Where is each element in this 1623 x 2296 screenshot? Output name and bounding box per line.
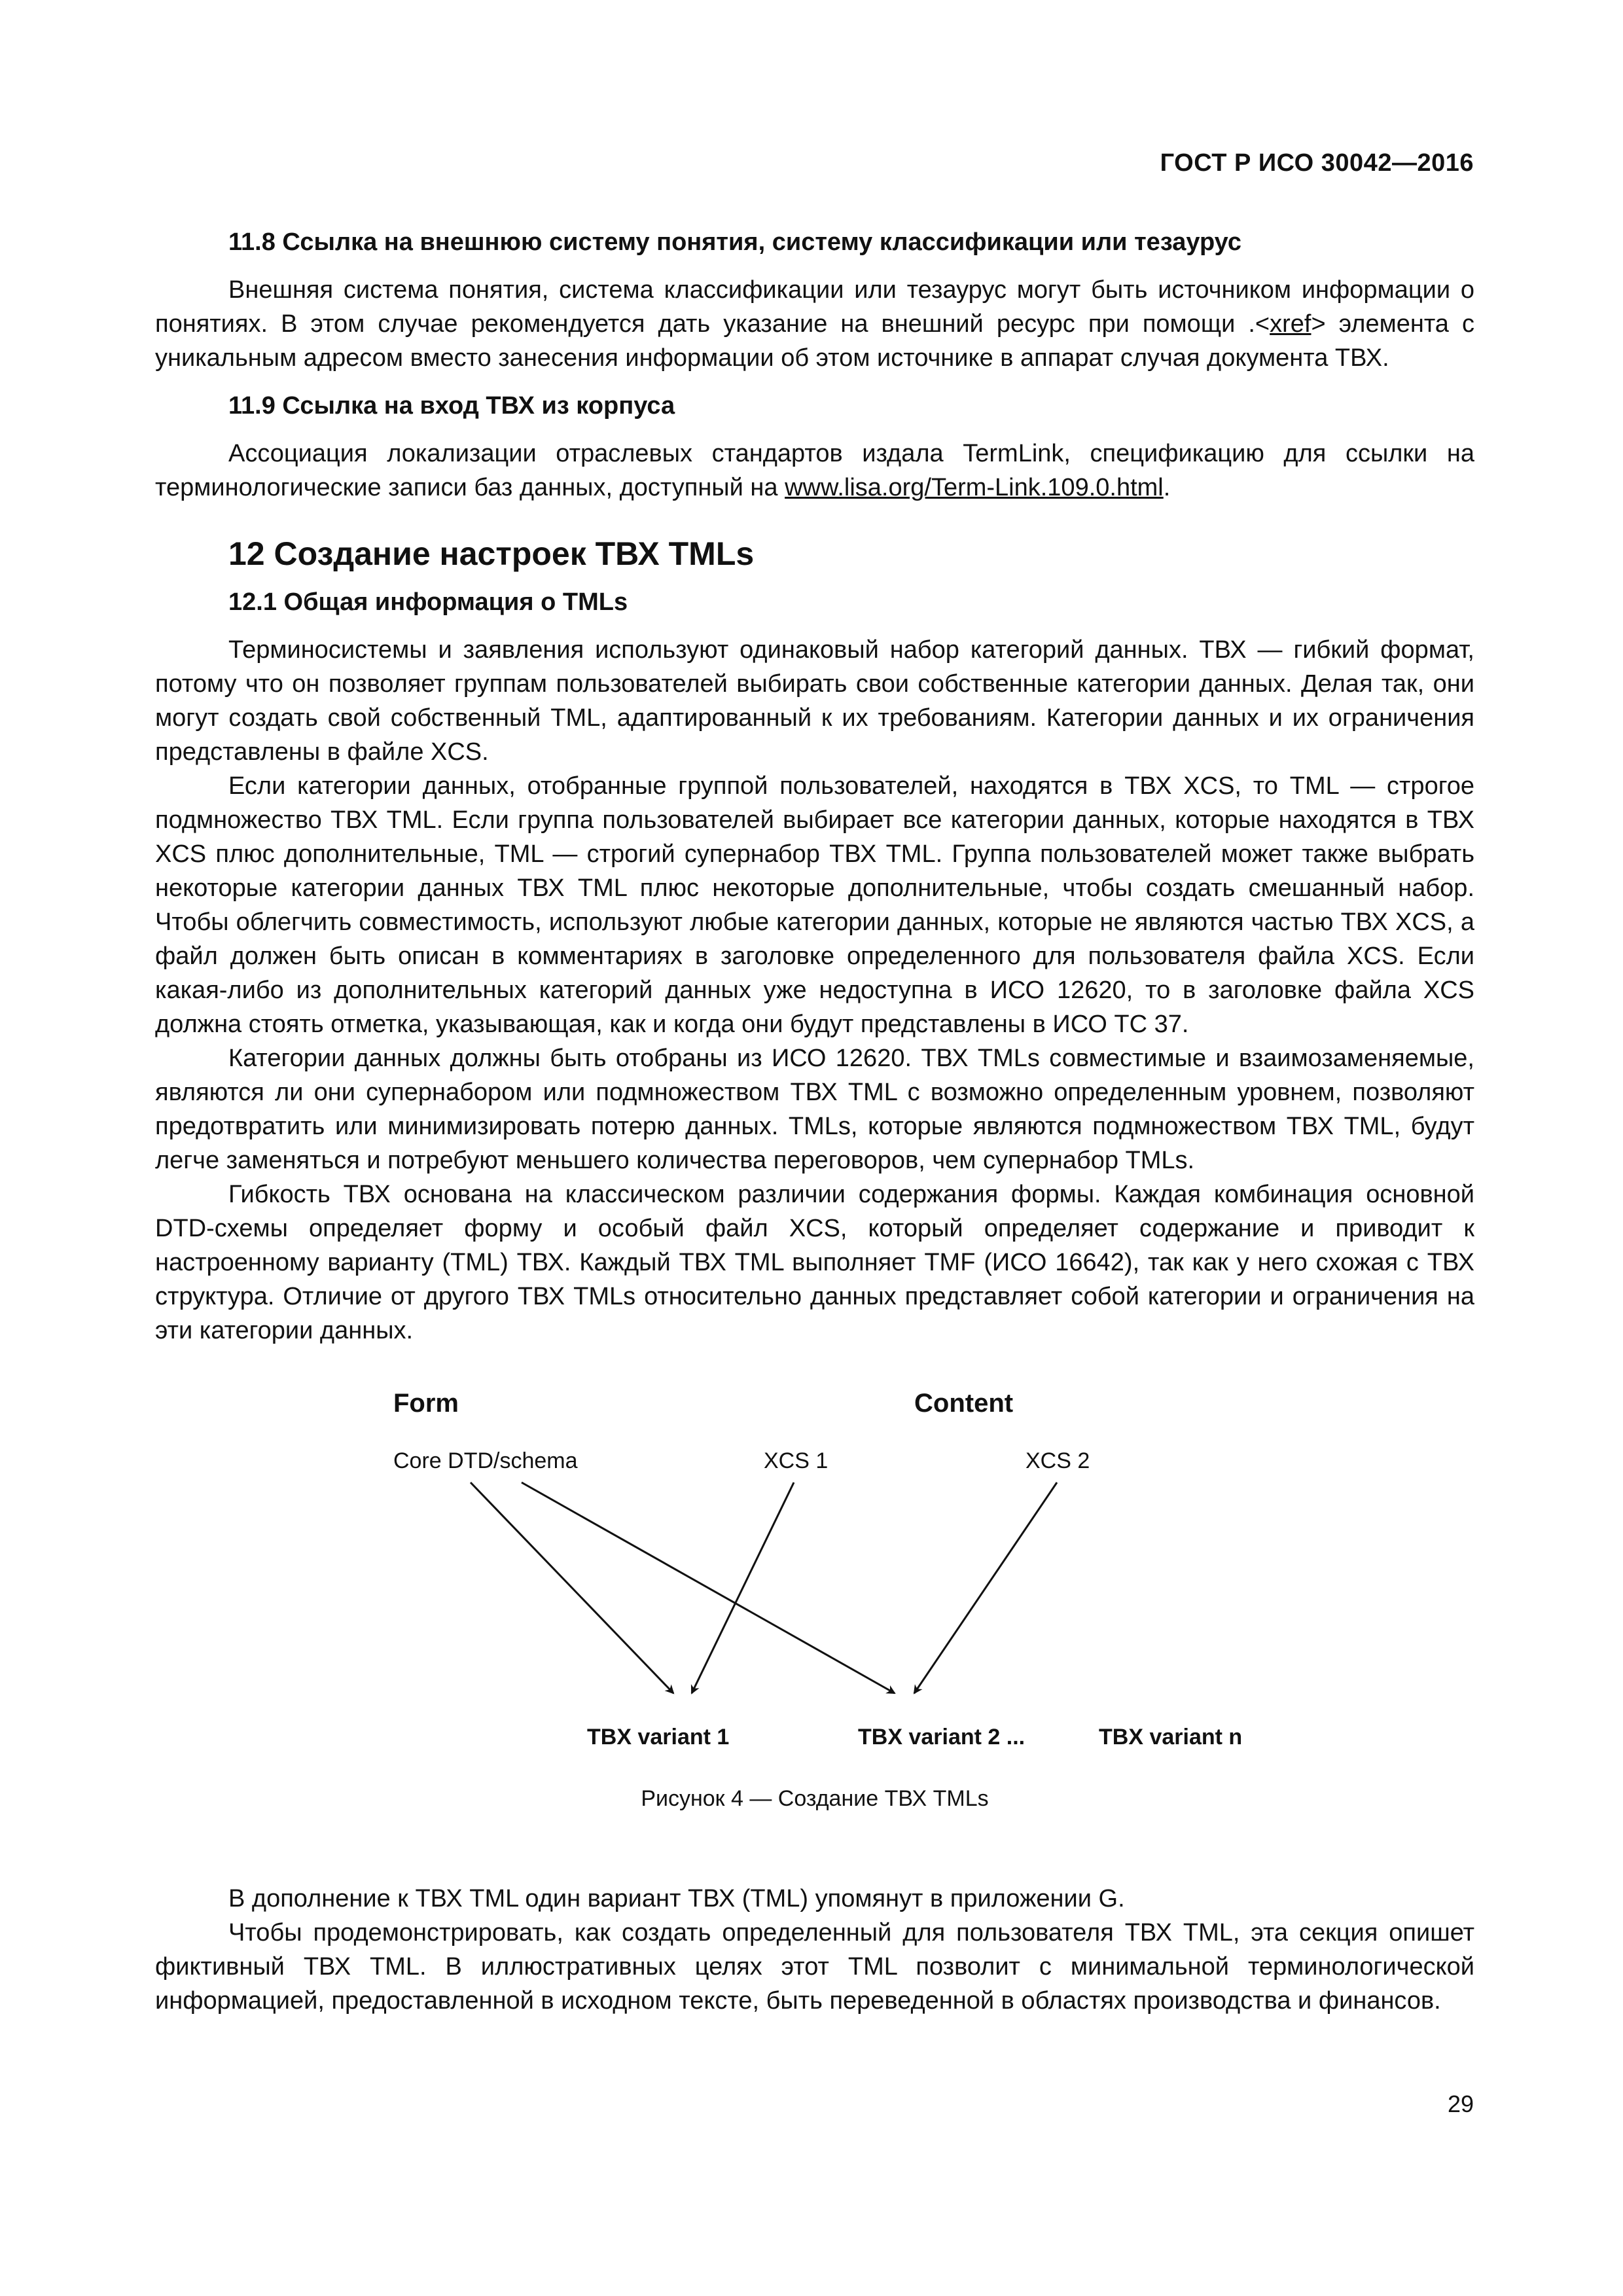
section-12-1-paragraph-3: Категории данных должны быть отобраны из ИСО 12620. ТВХ TMLs совместимые и взаимозаменяемые, являются ли они супернабором или подмножеством ТВХ TML с возможно определенным уровнем, позволяют предотвратить или минимизировать потерю данных. TMLs, которые являются подмножеством ТВХ TML, будут легче заменяться и потребуют меньшего количества переговоров, чем супернабор TMLs. <box>155 1045 1474 1174</box>
section-11-8-title: 11.8 Ссылка на внешнюю систему понятия, систему классификации или тезаурус <box>228 228 1241 256</box>
text-span: > элемента с уникальным адресом вместо занесения информации об этом источнике в аппарат случая документа ТВХ. <box>155 310 1474 372</box>
document-header-id: ГОСТ Р ИСО 30042—2016 <box>1160 149 1474 177</box>
figure-4 <box>155 1371 1474 1856</box>
figure-node-variant1: TBX variant 1 <box>587 1725 730 1749</box>
figure-node-xcs2: XCS 2 <box>1026 1448 1090 1473</box>
text-span: Внешняя система понятия, система классификации или тезаурус могут быть источником информации о понятиях. В этом случае рекомендуется дать указание на внешний ресурс при помощи .< <box>155 276 1474 338</box>
section-12-1-paragraph-2: Если категории данных, отобранные группой пользователей, находятся в ТВХ XCS, то TML — строгое подмножество ТВХ TML. Если группа пользователей выбирает все категории данных, которые находятся в ТВХ XCS плюс дополнительные, TML — строгий супернабор ТВХ TML. Группа пользователей может также выбрать некоторые категории данных ТВХ TML плюс некоторые дополнительные, чтобы создать смешанный набор. Чтобы облегчить совместимость, используют любые категории данных, которые не являются частью ТВХ XCS, а файл должен быть описан в комментариях в заголовке определенного для пользователя файла XCS. Если какая-либо из дополнительных категорий данных уже недоступна в ИСО 12620, то в заголовке файла XCS должна стоять отметка, указывающая, как и когда они будут представлены в ИСО ТС 37. <box>155 772 1474 1038</box>
figure-caption: Рисунок 4 — Создание ТВХ TMLs <box>641 1786 989 1811</box>
page-number: 29 <box>1447 2090 1474 2117</box>
page-content <box>155 226 1474 2018</box>
figure-label-content: Content <box>914 1389 1014 1418</box>
figure-node-variantn: TBX variant n <box>1099 1725 1243 1749</box>
section-11-9-title: 11.9 Ссылка на вход ТВХ из корпуса <box>228 392 675 420</box>
section-11-8-paragraph <box>155 273 1474 375</box>
figure-label-form: Form <box>393 1389 459 1418</box>
section-12-title: 12 Создание настроек ТВХ TMLs <box>228 535 755 572</box>
section-11-9-paragraph <box>155 437 1474 505</box>
figure-arrow-core-to-variant1 <box>471 1482 673 1693</box>
lisa-url-link[interactable]: www.lisa.org/Term-Link.109.0.html <box>785 474 1164 501</box>
figure-node-variant2: TBX variant 2 ... <box>858 1725 1026 1749</box>
text-span: . <box>1163 474 1171 501</box>
xref-link[interactable]: xref <box>1270 310 1311 338</box>
figure-4-diagram <box>155 1371 1474 1856</box>
section-12-1-paragraph-4: Гибкость ТВХ основана на классическом различии содержания формы. Каждая комбинация основной DTD-схемы определяет форму и особый файл XCS, который определяет содержание и приводит к настроенному варианту (TML) ТВХ. Каждый ТВХ TML выполняет TMF (ИСО 16642), так как у него схожая с ТВХ структура. Отличие от другого ТВХ TMLs относительно данных представляет собой категории и ограничения на эти категории данных. <box>155 1181 1474 1344</box>
figure-node-core-dtd: Core DTD/schema <box>393 1448 578 1473</box>
section-12-1-title: 12.1 Общая информация о TMLs <box>228 588 628 616</box>
figure-node-xcs1: XCS 1 <box>764 1448 829 1473</box>
after-figure-paragraph-1: В дополнение к ТВХ TML один вариант ТВХ (TML) упомянут в приложении G. <box>228 1885 1125 1912</box>
figure-arrow-xcs2-to-variant2 <box>914 1482 1057 1693</box>
after-figure-paragraph-2: Чтобы продемонстрировать, как создать определенный для пользователя ТВХ TML, эта секция опишет фиктивный ТВХ TML. В иллюстративных целях этот TML позволит с минимальной терминологической информацией, предоставленной в исходном тексте, быть переведенной в областях производства и финансов. <box>155 1919 1474 2015</box>
section-12-1-paragraph-1: Терминосистемы и заявления используют одинаковый набор категорий данных. ТВХ — гибкий формат, потому что он позволяет группам пользователей выбирать свои собственные категории данных. Делая так, они могут создать свой собственный TML, адаптированный к их требованиям. Категории данных и их ограничения представлены в файле XCS. <box>155 636 1474 766</box>
text-span: Ассоциация локализации отраслевых стандартов издала TermLink, спецификацию для ссылки на терминологические записи баз данных, доступный на <box>155 440 1474 501</box>
